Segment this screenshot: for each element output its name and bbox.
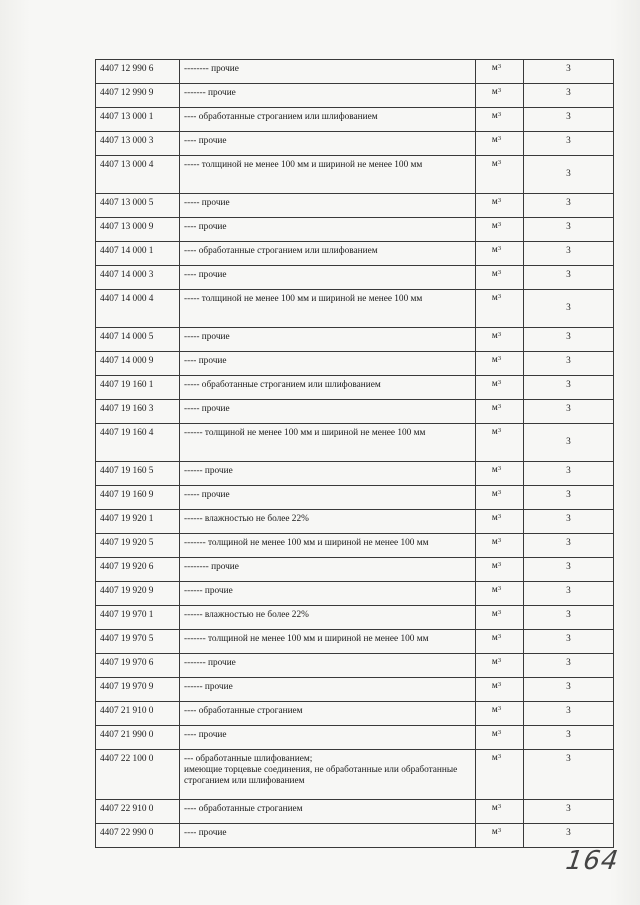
- table-row: [96, 218, 614, 242]
- unit-cell: [476, 328, 524, 352]
- description-cell: ---- обработанные строганием: [180, 800, 476, 824]
- unit-exponent: 3: [497, 403, 502, 410]
- unit-exponent: 3: [497, 489, 502, 496]
- table-row: [96, 194, 614, 218]
- unit-label: [492, 681, 501, 691]
- description-cell: ------ влажностью не более 22%: [180, 510, 476, 534]
- rate-cell: 3: [524, 654, 614, 678]
- table-row: [96, 702, 614, 726]
- unit-base: м: [491, 827, 498, 837]
- unit-cell: [476, 486, 524, 510]
- description-cell: ----- толщиной не менее 100 мм и шириной не менее 100 мм: [180, 156, 476, 194]
- tnved-code-cell: 4407 19 920 5: [96, 534, 180, 558]
- tnved-code-cell: 4407 19 970 6: [96, 654, 180, 678]
- rate-cell: 3: [524, 60, 614, 84]
- unit-exponent: 3: [497, 159, 502, 166]
- unit-exponent: 3: [497, 803, 502, 810]
- rate-cell: 3: [524, 194, 614, 218]
- rate-cell: 3: [524, 534, 614, 558]
- rate-cell: 3: [524, 352, 614, 376]
- rate-cell: 3: [524, 606, 614, 630]
- tnved-code-cell: 4407 13 000 1: [96, 108, 180, 132]
- unit-label: [492, 633, 501, 643]
- description-cell: ------ прочие: [180, 678, 476, 702]
- unit-label: [492, 537, 501, 547]
- unit-base: м: [491, 561, 498, 571]
- description-cell: ---- прочие: [180, 726, 476, 750]
- unit-exponent: 3: [497, 753, 502, 760]
- table-row: [96, 328, 614, 352]
- unit-cell: [476, 108, 524, 132]
- unit-label: [492, 293, 501, 303]
- unit-label: [492, 379, 501, 389]
- unit-exponent: 3: [497, 657, 502, 664]
- handwritten-page-number: 164: [563, 846, 621, 876]
- unit-label: [492, 489, 501, 499]
- unit-base: м: [491, 269, 498, 279]
- unit-cell: [476, 630, 524, 654]
- table-row: [96, 352, 614, 376]
- unit-exponent: 3: [497, 427, 502, 434]
- unit-cell: [476, 702, 524, 726]
- tnved-code-cell: 4407 19 970 5: [96, 630, 180, 654]
- unit-exponent: 3: [497, 827, 502, 834]
- unit-cell: [476, 606, 524, 630]
- table-row: [96, 630, 614, 654]
- description-cell: ---- обработанные строганием или шлифованием: [180, 242, 476, 266]
- tnved-code-cell: 4407 14 000 1: [96, 242, 180, 266]
- unit-label: [492, 245, 501, 255]
- unit-cell: [476, 654, 524, 678]
- rate-cell: 3: [524, 824, 614, 848]
- unit-exponent: 3: [497, 269, 502, 276]
- unit-exponent: 3: [497, 87, 502, 94]
- unit-cell: [476, 824, 524, 848]
- table-row: [96, 376, 614, 400]
- table-row: [96, 750, 614, 800]
- tnved-code-cell: 4407 19 160 4: [96, 424, 180, 462]
- unit-label: [492, 753, 501, 763]
- table-row: [96, 654, 614, 678]
- tnved-code-cell: 4407 14 000 3: [96, 266, 180, 290]
- rate-cell: 3: [524, 462, 614, 486]
- unit-label: [492, 111, 501, 121]
- description-cell: ------- прочие: [180, 654, 476, 678]
- unit-base: м: [491, 355, 498, 365]
- unit-label: [492, 705, 501, 715]
- tnved-code-cell: 4407 13 000 9: [96, 218, 180, 242]
- unit-cell: [476, 462, 524, 486]
- tnved-code-cell: 4407 14 000 5: [96, 328, 180, 352]
- unit-exponent: 3: [497, 379, 502, 386]
- unit-label: [492, 331, 501, 341]
- table-row: [96, 486, 614, 510]
- tnved-code-cell: 4407 19 160 9: [96, 486, 180, 510]
- unit-cell: [476, 800, 524, 824]
- unit-label: [492, 135, 501, 145]
- unit-label: [492, 63, 501, 73]
- unit-label: [492, 197, 501, 207]
- unit-cell: [476, 582, 524, 606]
- unit-label: [492, 729, 501, 739]
- tnved-code-cell: 4407 19 920 6: [96, 558, 180, 582]
- unit-cell: [476, 726, 524, 750]
- unit-cell: [476, 290, 524, 328]
- table-row: [96, 400, 614, 424]
- unit-label: [492, 465, 501, 475]
- tnved-code-cell: 4407 13 000 5: [96, 194, 180, 218]
- rate-cell: 3: [524, 328, 614, 352]
- rate-cell: 3: [524, 678, 614, 702]
- tnved-code-cell: 4407 12 990 9: [96, 84, 180, 108]
- unit-cell: [476, 750, 524, 800]
- unit-base: м: [491, 609, 498, 619]
- unit-base: м: [491, 585, 498, 595]
- table-row: [96, 824, 614, 848]
- tnved-code-cell: 4407 19 160 1: [96, 376, 180, 400]
- unit-base: м: [491, 513, 498, 523]
- unit-cell: [476, 218, 524, 242]
- description-cell: ---- обработанные строганием или шлифованием: [180, 108, 476, 132]
- unit-cell: [476, 558, 524, 582]
- table-row: [96, 132, 614, 156]
- rate-cell: 3: [524, 376, 614, 400]
- tnved-code-cell: 4407 14 000 4: [96, 290, 180, 328]
- unit-label: [492, 513, 501, 523]
- description-cell: ------- прочие: [180, 84, 476, 108]
- unit-base: м: [491, 245, 498, 255]
- unit-label: [492, 87, 501, 97]
- rate-cell: 3: [524, 132, 614, 156]
- description-cell: ---- обработанные строганием: [180, 702, 476, 726]
- description-cell: ----- толщиной не менее 100 мм и шириной не менее 100 мм: [180, 290, 476, 328]
- unit-base: м: [491, 681, 498, 691]
- rate-cell: 3: [524, 582, 614, 606]
- unit-label: [492, 403, 501, 413]
- unit-cell: [476, 510, 524, 534]
- tnved-code-cell: 4407 19 160 3: [96, 400, 180, 424]
- unit-exponent: 3: [497, 221, 502, 228]
- unit-cell: [476, 266, 524, 290]
- description-cell: ---- прочие: [180, 352, 476, 376]
- description-cell: ---- прочие: [180, 824, 476, 848]
- tnved-code-cell: 4407 14 000 9: [96, 352, 180, 376]
- unit-base: м: [491, 63, 498, 73]
- unit-exponent: 3: [497, 585, 502, 592]
- tnved-code-cell: 4407 22 100 0: [96, 750, 180, 800]
- table-row: [96, 510, 614, 534]
- unit-base: м: [491, 331, 498, 341]
- unit-cell: [476, 400, 524, 424]
- rate-cell: 3: [524, 558, 614, 582]
- description-cell: [180, 750, 476, 800]
- rate-cell: 3: [524, 156, 614, 194]
- tnved-code-cell: 4407 21 910 0: [96, 702, 180, 726]
- unit-base: м: [491, 705, 498, 715]
- table-row: [96, 156, 614, 194]
- description-cell: ------ прочие: [180, 462, 476, 486]
- table-row: [96, 108, 614, 132]
- unit-cell: [476, 352, 524, 376]
- table-row: [96, 84, 614, 108]
- tnved-code-cell: 4407 19 160 5: [96, 462, 180, 486]
- unit-exponent: 3: [497, 245, 502, 252]
- rate-cell: 3: [524, 630, 614, 654]
- table-row: [96, 558, 614, 582]
- unit-label: [492, 427, 501, 437]
- rate-cell: 3: [524, 800, 614, 824]
- description-line: --- обработанные шлифованием;: [184, 754, 313, 764]
- unit-exponent: 3: [497, 331, 502, 338]
- tnved-code-cell: 4407 19 970 1: [96, 606, 180, 630]
- table-row: [96, 800, 614, 824]
- unit-cell: [476, 84, 524, 108]
- unit-base: м: [491, 465, 498, 475]
- description-cell: ----- обработанные строганием или шлифованием: [180, 376, 476, 400]
- unit-exponent: 3: [497, 537, 502, 544]
- tnved-code-cell: 4407 19 920 9: [96, 582, 180, 606]
- rate-cell: 3: [524, 702, 614, 726]
- unit-exponent: 3: [497, 135, 502, 142]
- unit-label: [492, 561, 501, 571]
- description-cell: ------ влажностью не более 22%: [180, 606, 476, 630]
- unit-base: м: [491, 657, 498, 667]
- unit-exponent: 3: [497, 63, 502, 70]
- unit-label: [492, 585, 501, 595]
- description-cell: ------ толщиной не менее 100 мм и шириной не менее 100 мм: [180, 424, 476, 462]
- tnved-code-cell: 4407 12 990 6: [96, 60, 180, 84]
- rate-cell: 3: [524, 750, 614, 800]
- rate-cell: 3: [524, 290, 614, 328]
- unit-cell: [476, 678, 524, 702]
- description-cell: ---- прочие: [180, 266, 476, 290]
- tnved-code-cell: 4407 22 910 0: [96, 800, 180, 824]
- unit-base: м: [491, 87, 498, 97]
- unit-exponent: 3: [497, 111, 502, 118]
- rate-cell: 3: [524, 510, 614, 534]
- table-row: [96, 678, 614, 702]
- tariff-table: [95, 59, 614, 848]
- unit-base: м: [491, 135, 498, 145]
- description-cell: ------ прочие: [180, 582, 476, 606]
- rate-cell: 3: [524, 486, 614, 510]
- description-cell: ----- прочие: [180, 328, 476, 352]
- description-cell: ---- прочие: [180, 218, 476, 242]
- table-body: [96, 60, 614, 848]
- tnved-code-cell: 4407 19 920 1: [96, 510, 180, 534]
- unit-base: м: [491, 221, 498, 231]
- unit-exponent: 3: [497, 561, 502, 568]
- unit-base: м: [491, 403, 498, 413]
- unit-label: [492, 657, 501, 667]
- unit-cell: [476, 424, 524, 462]
- unit-cell: [476, 242, 524, 266]
- rate-cell: 3: [524, 218, 614, 242]
- table-row: [96, 582, 614, 606]
- unit-exponent: 3: [497, 355, 502, 362]
- unit-base: м: [491, 753, 498, 763]
- unit-label: [492, 827, 501, 837]
- table-row: [96, 242, 614, 266]
- table-row: [96, 606, 614, 630]
- rate-cell: 3: [524, 400, 614, 424]
- description-cell: ------- толщиной не менее 100 мм и шириной не менее 100 мм: [180, 534, 476, 558]
- unit-cell: [476, 194, 524, 218]
- description-cell: ------- толщиной не менее 100 мм и шириной не менее 100 мм: [180, 630, 476, 654]
- table-row: [96, 60, 614, 84]
- unit-label: [492, 609, 501, 619]
- unit-label: [492, 269, 501, 279]
- unit-base: м: [491, 803, 498, 813]
- rate-cell: 3: [524, 108, 614, 132]
- rate-cell: 3: [524, 424, 614, 462]
- unit-base: м: [491, 111, 498, 121]
- unit-cell: [476, 132, 524, 156]
- tnved-code-cell: 4407 13 000 3: [96, 132, 180, 156]
- unit-cell: [476, 534, 524, 558]
- table-row: [96, 462, 614, 486]
- unit-base: м: [491, 293, 498, 303]
- unit-base: м: [491, 159, 498, 169]
- description-cell: ----- прочие: [180, 400, 476, 424]
- unit-base: м: [491, 379, 498, 389]
- unit-cell: [476, 156, 524, 194]
- rate-cell: 3: [524, 726, 614, 750]
- unit-base: м: [491, 633, 498, 643]
- description-cell: ---- прочие: [180, 132, 476, 156]
- unit-exponent: 3: [497, 681, 502, 688]
- unit-exponent: 3: [497, 197, 502, 204]
- unit-exponent: 3: [497, 609, 502, 616]
- unit-base: м: [491, 729, 498, 739]
- unit-exponent: 3: [497, 293, 502, 300]
- tnved-code-cell: 4407 21 990 0: [96, 726, 180, 750]
- table-row: [96, 424, 614, 462]
- tnved-code-cell: 4407 22 990 0: [96, 824, 180, 848]
- description-cell: ----- прочие: [180, 194, 476, 218]
- tnved-code-cell: 4407 13 000 4: [96, 156, 180, 194]
- unit-exponent: 3: [497, 465, 502, 472]
- unit-base: м: [491, 197, 498, 207]
- table-row: [96, 290, 614, 328]
- unit-exponent: 3: [497, 633, 502, 640]
- rate-cell: 3: [524, 266, 614, 290]
- rate-cell: 3: [524, 242, 614, 266]
- unit-cell: [476, 60, 524, 84]
- unit-label: [492, 221, 501, 231]
- unit-base: м: [491, 537, 498, 547]
- unit-cell: [476, 376, 524, 400]
- table-row: [96, 726, 614, 750]
- unit-base: м: [491, 427, 498, 437]
- unit-exponent: 3: [497, 705, 502, 712]
- unit-base: м: [491, 489, 498, 499]
- description-cell: -------- прочие: [180, 60, 476, 84]
- description-cell: -------- прочие: [180, 558, 476, 582]
- unit-exponent: 3: [497, 513, 502, 520]
- unit-label: [492, 159, 501, 169]
- unit-label: [492, 355, 501, 365]
- rate-cell: 3: [524, 84, 614, 108]
- unit-label: [492, 803, 501, 813]
- table-row: [96, 534, 614, 558]
- description-line: имеющие торцевые соединения, не обработанные или обработанные строганием или шлифованием: [184, 765, 458, 786]
- unit-exponent: 3: [497, 729, 502, 736]
- description-cell: ----- прочие: [180, 486, 476, 510]
- tnved-code-cell: 4407 19 970 9: [96, 678, 180, 702]
- table-row: [96, 266, 614, 290]
